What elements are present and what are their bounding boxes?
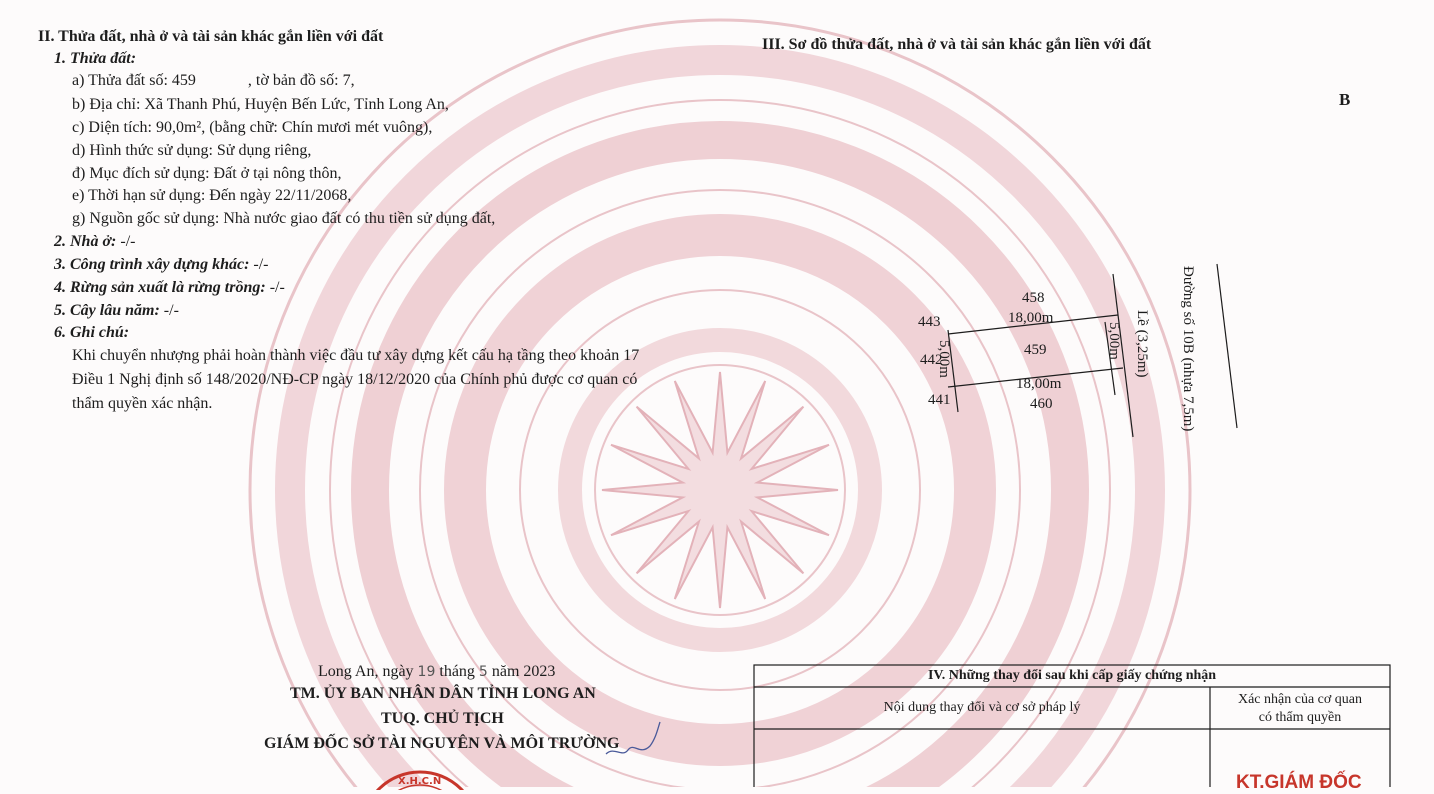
- usage-term-line: e) Thời hạn sử dụng: Đến ngày 22/11/2068,: [72, 187, 352, 204]
- other-works-heading: 3. Công trình xây dựng khác:: [54, 256, 250, 273]
- confirmation-stamp: KT.GIÁM ĐỐC: [1236, 772, 1362, 793]
- parcel-number: a) Thửa đất số: 459: [72, 72, 196, 89]
- house-value: -/-: [116, 233, 136, 250]
- parcel-442: 442: [920, 352, 943, 368]
- table-col-changes: Nội dung thay đổi và cơ sở pháp lý: [883, 700, 1081, 715]
- signing-date: [318, 663, 555, 681]
- parcel-443: 443: [918, 314, 941, 330]
- date-year: năm 2023: [487, 663, 556, 680]
- signer-title: GIÁM ĐỐC SỞ TÀI NGUYÊN VÀ MÔI TRƯỜNG: [264, 735, 620, 752]
- house-heading: 2. Nhà ở:: [54, 233, 117, 250]
- area-line: c) Diện tích: 90,0m², (bằng chữ: Chín mươi mét vuông),: [72, 119, 433, 136]
- dim-top: 18,00m: [1008, 310, 1054, 326]
- parcel-diagram: [900, 60, 1280, 460]
- date-month-label: tháng: [435, 663, 479, 680]
- notes-heading: 6. Ghi chú:: [54, 324, 130, 341]
- map-sheet-number: , tờ bản đồ số: 7,: [247, 72, 355, 89]
- origin-line: g) Nguồn gốc sử dụng: Nhà nước giao đất có thu tiền sử dụng đất,: [72, 210, 496, 227]
- road-label: Đường số 10B (nhựa 7,5m): [1180, 266, 1196, 432]
- section-4-title: IV. Những thay đổi sau khi cấp giấy chứng nhận: [927, 668, 1217, 683]
- parcel-460: 460: [1030, 396, 1053, 412]
- forest-value: -/-: [265, 279, 285, 296]
- date-day: 19: [417, 664, 436, 680]
- trees-line: [54, 302, 179, 320]
- parcel-459: 459: [1024, 342, 1047, 358]
- handwritten-signature: [600, 718, 670, 763]
- dim-right: 5,00m: [1106, 322, 1122, 360]
- address-line: b) Địa chỉ: Xã Thanh Phú, Huyện Bến Lức, Tỉnh Long An,: [72, 96, 449, 113]
- usage-purpose-line: đ) Mục đích sử dụng: Đất ở tại nông thôn,: [72, 165, 342, 182]
- parcel-number-line: [72, 72, 355, 90]
- land-heading: 1. Thửa đất:: [54, 50, 137, 67]
- table-col-confirm-line2: có thẩm quyền: [1258, 710, 1342, 725]
- date-prefix: Long An, ngày: [318, 663, 418, 680]
- dim-left: 5,00m: [936, 340, 952, 378]
- date-month: 5: [478, 664, 488, 680]
- section-2-title: II. Thửa đất, nhà ở và tài sản khác gắn liền với đất: [38, 28, 384, 45]
- dim-bottom: 18,00m: [1016, 376, 1062, 392]
- table-col-confirm-line1: Xác nhận của cơ quan: [1237, 692, 1362, 707]
- sidewalk-label: Lề (3,25m): [1134, 310, 1150, 378]
- other-works-line: [54, 256, 269, 274]
- official-seal: [360, 760, 480, 790]
- north-label: B: [1339, 90, 1351, 109]
- parcel-458: 458: [1022, 290, 1045, 306]
- signer-authority: TUQ. CHỦ TỊCH: [381, 710, 504, 727]
- seal-text: X.H.C.N: [398, 776, 442, 787]
- forest-heading: 4. Rừng sản xuất là rừng trồng:: [54, 279, 266, 296]
- trees-value: -/-: [159, 302, 179, 319]
- other-works-value: -/-: [249, 256, 269, 273]
- forest-line: [54, 279, 285, 297]
- section-3-title: III. Sơ đồ thửa đất, nhà ở và tài sản khác gắn liền với đất: [762, 36, 1152, 53]
- house-line: [54, 233, 135, 251]
- signer-org: TM. ỦY BAN NHÂN DÂN TỈNH LONG AN: [290, 685, 596, 702]
- road-line: [1217, 264, 1237, 428]
- notes-text: Khi chuyển nhượng phải hoàn thành việc đầu tư xây dựng kết cấu hạ tầng theo khoản 17 Điều 1 Nghị định số 148/2020/NĐ-CP ngày 18/12/2020 của Chính phủ được cơ quan có thẩm quyền xác nhận.: [72, 347, 640, 412]
- trees-heading: 5. Cây lâu năm:: [54, 302, 160, 319]
- usage-form-line: d) Hình thức sử dụng: Sử dụng riêng,: [72, 142, 312, 159]
- parcel-441: 441: [928, 392, 951, 408]
